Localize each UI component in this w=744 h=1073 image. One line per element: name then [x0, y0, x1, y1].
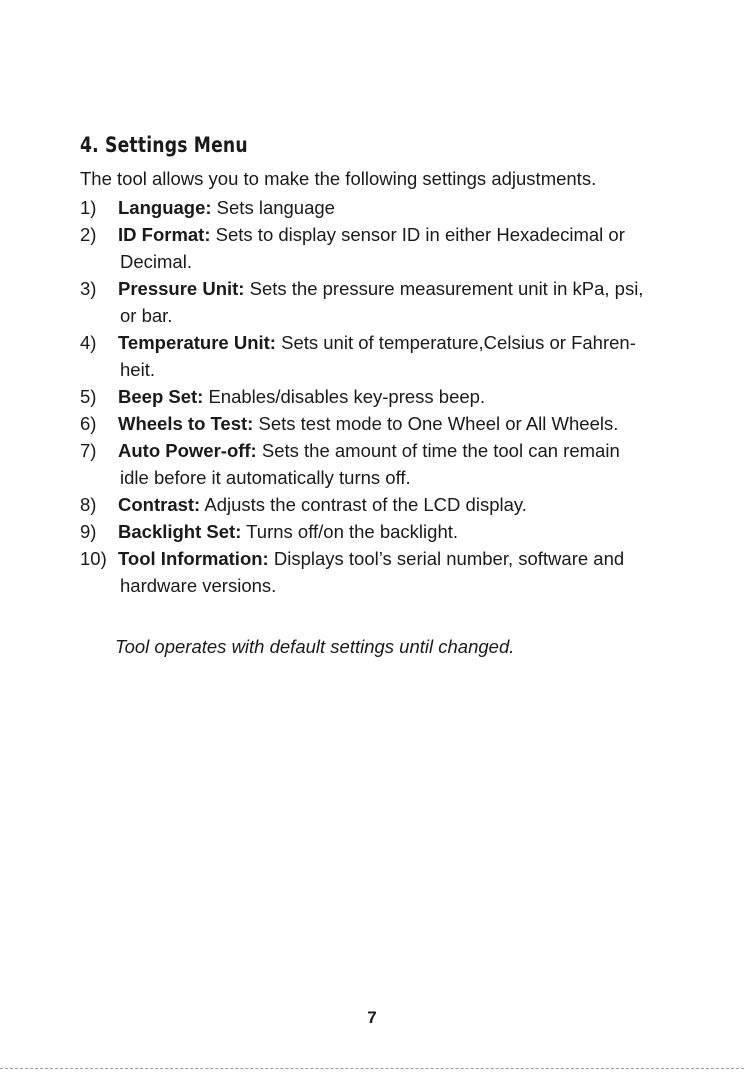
intro-text: The tool allows you to make the following settings adjustments.: [80, 168, 597, 189]
item-term: Temperature Unit:: [118, 332, 276, 353]
item-description: Sets test mode to One Wheel or All Wheels.: [253, 413, 619, 434]
item-description: Sets to display sensor ID in either Hexadecimal or: [210, 224, 625, 245]
item-continuation: or bar.: [120, 305, 173, 326]
list-item: [80, 491, 680, 518]
list-item: [80, 221, 680, 275]
item-number: 8): [80, 494, 97, 515]
item-number: 4): [80, 332, 97, 353]
item-term: ID Format:: [118, 224, 211, 245]
item-number: 9): [80, 521, 97, 542]
item-description: Sets language: [211, 197, 335, 218]
list-item: [80, 194, 680, 221]
list-item: [80, 275, 680, 329]
item-term: Pressure Unit:: [118, 278, 245, 299]
item-term: Auto Power-off:: [118, 440, 257, 461]
settings-list: [80, 194, 680, 599]
item-term: Language:: [118, 197, 212, 218]
item-number: 10): [80, 548, 107, 569]
item-continuation: hardware versions.: [120, 575, 277, 596]
page-number: 7: [367, 1008, 377, 1027]
item-number: 6): [80, 413, 97, 434]
item-description: Sets the pressure measurement unit in kPa, psi,: [244, 278, 644, 299]
section-heading: 4. Settings Menu: [80, 133, 248, 157]
item-description: Displays tool’s serial number, software and: [268, 548, 625, 569]
item-continuation: heit.: [120, 359, 155, 380]
item-term: Beep Set:: [118, 386, 204, 407]
bottom-divider: [0, 1068, 744, 1069]
item-number: 2): [80, 224, 97, 245]
list-item: [80, 437, 680, 491]
item-continuation: Decimal.: [120, 251, 192, 272]
item-number: 7): [80, 440, 97, 461]
list-item: [80, 518, 680, 545]
item-number: 3): [80, 278, 97, 299]
list-item: [80, 329, 680, 383]
item-number: 1): [80, 197, 97, 218]
item-description: Sets the amount of time the tool can remain: [256, 440, 620, 461]
list-item: [80, 545, 680, 599]
item-term: Contrast:: [118, 494, 201, 515]
list-item: [80, 383, 680, 410]
default-settings-note: Tool operates with default settings until changed.: [115, 636, 515, 657]
list-item: [80, 410, 680, 437]
item-term: Tool Information:: [118, 548, 269, 569]
item-description: Turns off/on the backlight.: [241, 521, 459, 542]
item-number: 5): [80, 386, 97, 407]
item-description: Enables/disables key-press beep.: [203, 386, 486, 407]
item-continuation: idle before it automatically turns off.: [120, 467, 411, 488]
item-term: Wheels to Test:: [118, 413, 254, 434]
item-description: Adjusts the contrast of the LCD display.: [200, 494, 527, 515]
item-description: Sets unit of temperature,Celsius or Fahren-: [275, 332, 636, 353]
item-term: Backlight Set:: [118, 521, 242, 542]
